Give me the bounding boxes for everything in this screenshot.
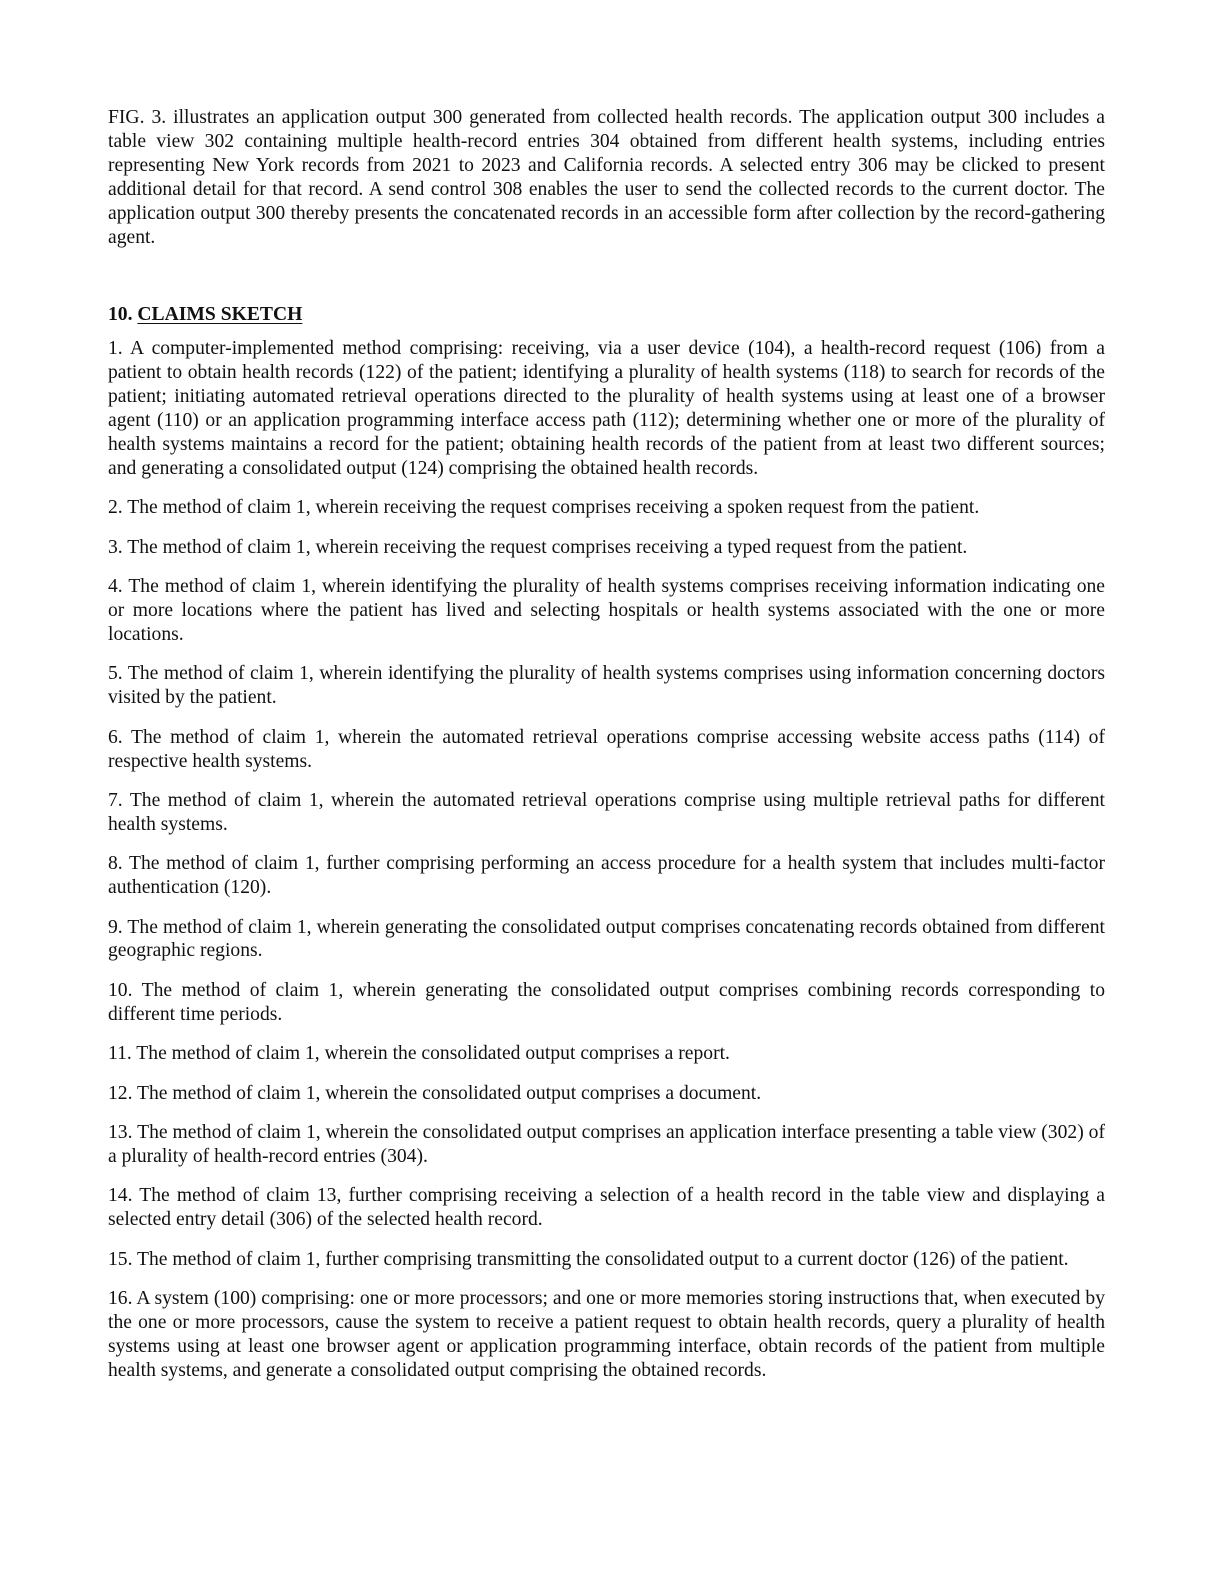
fig3-description-paragraph: FIG. 3. illustrates an application output 300 generated from collected health records. The application output 300 includes a table view 302 containing multiple health-record entries 304 obtained from different health systems, including entries representing New York records from 2021 to 2023 and California records. A selected entry 306 may be clicked to present additional detail for that record. A send control 308 enables the user to send the collected records to the current doctor. The application output 300 thereby presents the concatenated records in an accessible form after collection by the record-gathering agent. (108, 107, 1105, 248)
document-page (108, 106, 1105, 1398)
claim-13: 13. The method of claim 1, wherein the consolidated output comprises an application interface presenting a table view (302) of a plurality of health-record entries (304). (108, 1122, 1105, 1167)
section-title: CLAIMS SKETCH (137, 304, 303, 326)
claim-12: 12. The method of claim 1, wherein the consolidated output comprises a document. (108, 1082, 762, 1104)
claim-9: 9. The method of claim 1, wherein generating the consolidated output comprises concatenating records obtained from different geographic regions. (108, 916, 1105, 962)
claim-10: 10. The method of claim 1, wherein generating the consolidated output comprises combining records corresponding to different time periods. (108, 979, 1105, 1025)
claim-16: 16. A system (100) comprising: one or more processors; and one or more memories storing instructions that, when executed by the one or more processors, cause the system to receive a patient request to obtain health records, query a plurality of health systems using at least one browser agent or application programming interface, obtain records of the patient from multiple health systems, and generate a consolidated output comprising the obtained records. (108, 1288, 1105, 1381)
claim-2: 2. The method of claim 1, wherein receiving the request comprises receiving a spoken request from the patient. (108, 497, 980, 519)
claim-7: 7. The method of claim 1, wherein the automated retrieval operations comprise using multiple retrieval paths for different health systems. (108, 789, 1105, 835)
claim-3: 3. The method of claim 1, wherein receiving the request comprises receiving a typed request from the patient. (108, 536, 968, 558)
claim-1: 1. A computer-implemented method comprising: receiving, via a user device (104), a health-record request (106) from a patient to obtain health records (122) of the patient; identifying a plurality of health systems (118) to search for records of the patient; initiating automated retrieval operations directed to the plurality of health systems using at least one of a browser agent (110) or an application programming interface access path (112); determining whether one or more of the plurality of health systems maintains a record for the patient; obtaining health records of the patient from at least two different sources; and generating a consolidated output (124) comprising the obtained health records. (108, 338, 1105, 479)
claim-11: 11. The method of claim 1, wherein the consolidated output comprises a report. (108, 1043, 730, 1065)
claim-8: 8. The method of claim 1, further comprising performing an access procedure for a health system that includes multi-factor authentication (120). (108, 853, 1105, 899)
claim-5: 5. The method of claim 1, wherein identifying the plurality of health systems comprises using information concerning doctors visited by the patient. (108, 663, 1105, 709)
claim-15: 15. The method of claim 1, further comprising transmitting the consolidated output to a current doctor (126) of the patient. (108, 1248, 1069, 1270)
section-number: 10. (108, 304, 133, 326)
claim-6: 6. The method of claim 1, wherein the automated retrieval operations comprise accessing website access paths (114) of respective health systems. (108, 726, 1105, 772)
claim-4: 4. The method of claim 1, wherein identifying the plurality of health systems comprises receiving information indicating one or more locations where the patient has lived and selecting hospitals or health systems associated with the one or more locations. (108, 576, 1105, 645)
claims-list (108, 337, 1105, 1382)
section-heading (108, 303, 1105, 327)
claim-14: 14. The method of claim 13, further comprising receiving a selection of a health record in the table view and displaying a selected entry detail (306) of the selected health record. (108, 1185, 1105, 1231)
